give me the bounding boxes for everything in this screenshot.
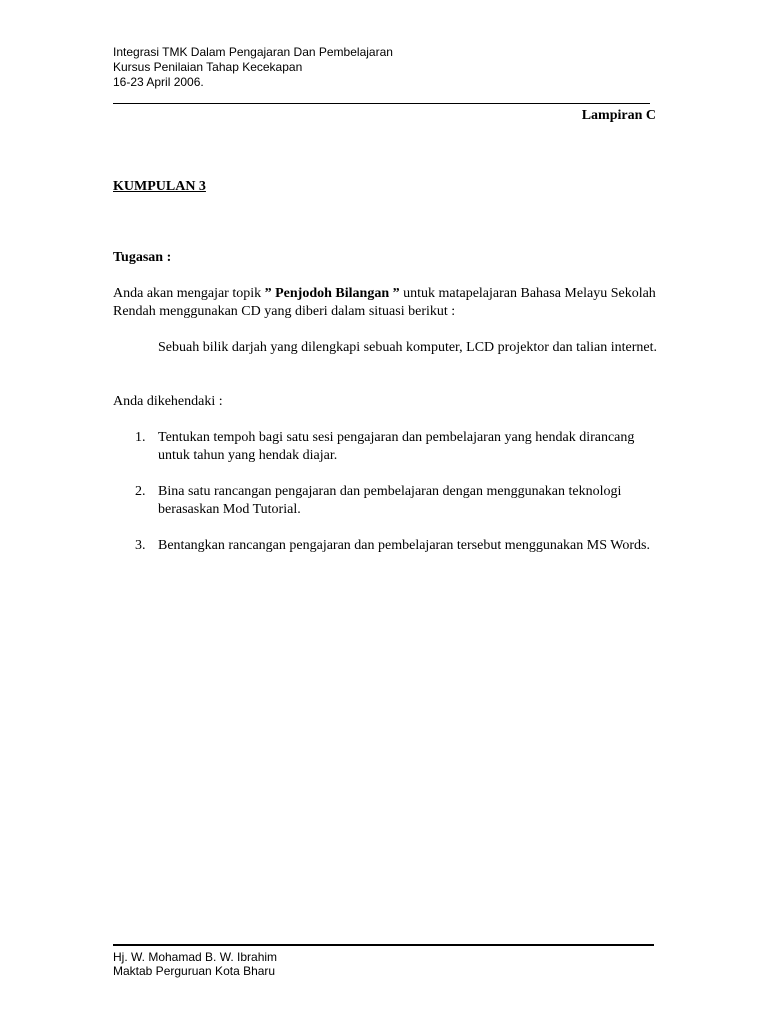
task-item xyxy=(113,537,658,555)
task-number: 1. xyxy=(135,430,146,445)
task-text: Bentangkan rancangan pengajaran dan pembelajaran tersebut menggunakan MS Words. xyxy=(158,538,650,553)
intro-text-after: untuk matapelajaran Bahasa Melayu Sekolah Rendah menggunakan CD yang diberi dalam situasi berikut : xyxy=(113,286,656,319)
task-heading: Tugasan : xyxy=(113,250,172,265)
appendix-label: Lampiran C xyxy=(581,108,656,123)
header-date: 16-23 April 2006. xyxy=(113,75,204,89)
header-course-title: Integrasi TMK Dalam Pengajaran Dan Pembelajaran xyxy=(113,45,393,59)
required-label: Anda dikehendaki : xyxy=(113,394,223,409)
task-text: Tentukan tempoh bagi satu sesi pengajaran dan pembelajaran yang hendak dirancang untuk tahun yang hendak diajar. xyxy=(158,430,635,463)
task-item xyxy=(113,483,658,519)
situation-description: Sebuah bilik darjah yang dilengkapi sebuah komputer, LCD projektor dan talian internet. xyxy=(158,340,658,355)
footer-institution: Maktab Perguruan Kota Bharu xyxy=(113,964,276,978)
page-header xyxy=(113,45,658,90)
header-divider xyxy=(113,103,650,104)
intro-text-before: Anda akan mengajar topik xyxy=(113,286,265,301)
intro-topic: ” Penjodoh Bilangan ” xyxy=(264,286,400,301)
task-text: Bina satu rancangan pengajaran dan pembelajaran dengan menggunakan teknologi berasaskan Mod Tutorial. xyxy=(158,484,622,517)
task-list xyxy=(113,429,658,573)
task-number: 3. xyxy=(135,538,146,553)
task-item xyxy=(113,429,658,465)
intro-paragraph xyxy=(113,285,658,321)
task-number: 2. xyxy=(135,484,146,499)
group-title: KUMPULAN 3 xyxy=(113,179,206,194)
footer-divider xyxy=(113,944,654,946)
page-footer xyxy=(113,950,658,978)
header-course-subtitle: Kursus Penilaian Tahap Kecekapan xyxy=(113,60,303,74)
footer-author: Hj. W. Mohamad B. W. Ibrahim xyxy=(113,950,278,964)
